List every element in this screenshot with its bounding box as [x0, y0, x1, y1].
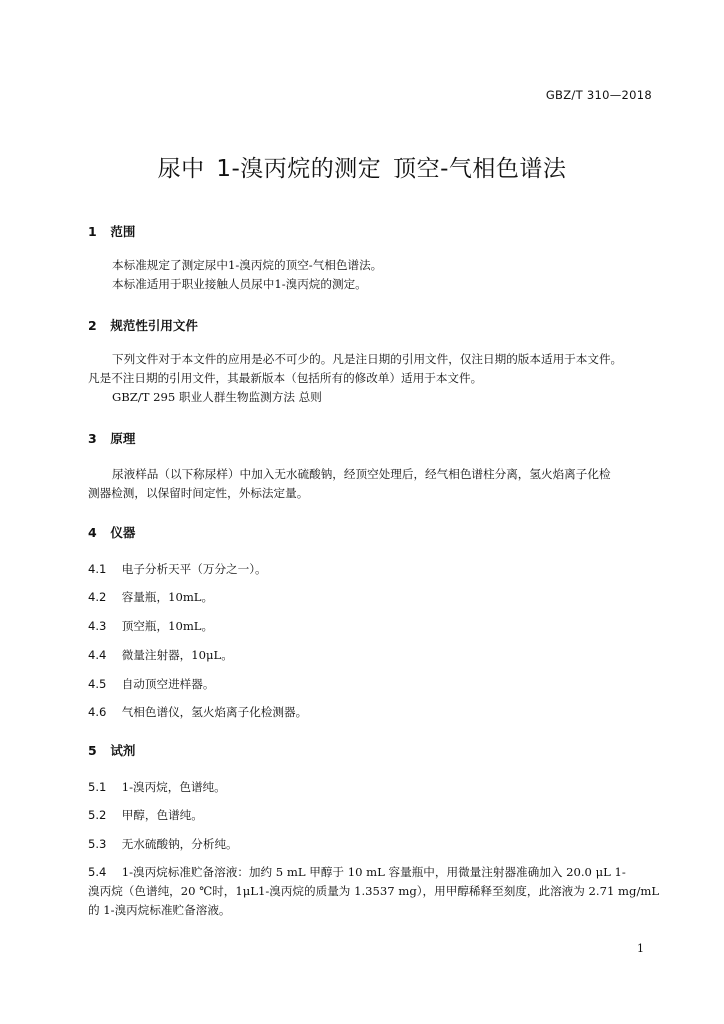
page-number: 1	[637, 942, 644, 955]
item-number: 4.2	[88, 590, 107, 604]
section-title: 仪器	[110, 525, 136, 540]
item-text: 微量注射器，10μL。	[121, 648, 233, 662]
item-number: 5.1	[88, 780, 107, 794]
paragraph-line: 下列文件对于本文件的应用是必不可少的。凡是注日期的引用文件，仅注日期的版本适用于本文件。	[112, 352, 623, 366]
section-title: 规范性引用文件	[110, 318, 198, 333]
document-title: 尿中 1-溴丙烷的测定 顶空-气相色谱法	[157, 156, 567, 182]
list-item	[88, 704, 307, 720]
item-text: 气相色谱仪，氢火焰离子化检测器。	[121, 705, 308, 719]
list-item	[88, 676, 214, 692]
section-number: 3	[88, 431, 97, 446]
item-number: 4.1	[88, 562, 107, 576]
paragraph-line: 本标准规定了测定尿中1-溴丙烷的顶空-气相色谱法。	[112, 258, 383, 272]
list-item	[88, 779, 226, 795]
list-item	[88, 864, 626, 880]
item-number: 5.2	[88, 808, 107, 822]
list-item	[88, 647, 233, 663]
item-text: 顶空瓶，10mL。	[121, 619, 214, 633]
item-number: 4.4	[88, 648, 107, 662]
section-heading-apparatus	[88, 523, 135, 541]
list-item	[88, 589, 213, 605]
section-heading-scope	[88, 222, 135, 240]
item-text: 容量瓶，10mL。	[121, 590, 214, 604]
section-heading-reagents	[88, 741, 135, 759]
section-number: 4	[88, 525, 97, 540]
paragraph-line: 的 1-溴丙烷标准贮备溶液。	[88, 903, 231, 917]
item-number: 5.3	[88, 837, 107, 851]
section-number: 5	[88, 743, 97, 758]
item-text: 甲醇，色谱纯。	[121, 808, 203, 822]
paragraph-line: 溴丙烷（色谱纯，20 ℃时，1μL1-溴丙烷的质量为 1.3537 mg），用甲醇稀释至刻度，此溶液为 2.71 mg/mL	[88, 884, 660, 898]
item-text: 1-溴丙烷，色谱纯。	[121, 780, 226, 794]
item-number: 4.5	[88, 677, 107, 691]
standard-code: GBZ/T 310—2018	[545, 88, 652, 102]
item-text: 自动顶空进样器。	[121, 677, 215, 691]
section-number: 1	[88, 224, 97, 239]
item-text: 1-溴丙烷标准贮备溶液：加约 5 mL 甲醇于 10 mL 容量瓶中，用微量注射器准确加入 20.0 μL 1-	[121, 865, 626, 879]
item-text: 无水硫酸钠，分析纯。	[121, 837, 238, 851]
section-title: 原理	[110, 431, 136, 446]
section-heading-references	[88, 316, 198, 334]
section-title: 范围	[110, 224, 136, 239]
list-item	[88, 561, 267, 577]
item-text: 电子分析天平（万分之一）。	[121, 562, 267, 576]
paragraph-line: 本标准适用于职业接触人员尿中1-溴丙烷的测定。	[112, 277, 367, 291]
item-number: 4.3	[88, 619, 107, 633]
section-heading-principle	[88, 429, 135, 447]
section-number: 2	[88, 318, 97, 333]
item-number: 5.4	[88, 865, 107, 879]
paragraph-line: 测器检测，以保留时间定性，外标法定量。	[88, 486, 309, 500]
paragraph-line: 凡是不注日期的引用文件，其最新版本（包括所有的修改单）适用于本文件。	[88, 371, 483, 385]
list-item	[88, 836, 238, 852]
list-item	[88, 807, 203, 823]
paragraph-line: 尿液样品（以下称尿样）中加入无水硫酸钠，经顶空处理后，经气相色谱柱分离，氢火焰离子化检	[112, 467, 611, 481]
list-item	[88, 618, 213, 634]
reference-line: GBZ/T 295 职业人群生物监测方法 总则	[112, 390, 322, 404]
section-title: 试剂	[110, 743, 136, 758]
item-number: 4.6	[88, 705, 107, 719]
